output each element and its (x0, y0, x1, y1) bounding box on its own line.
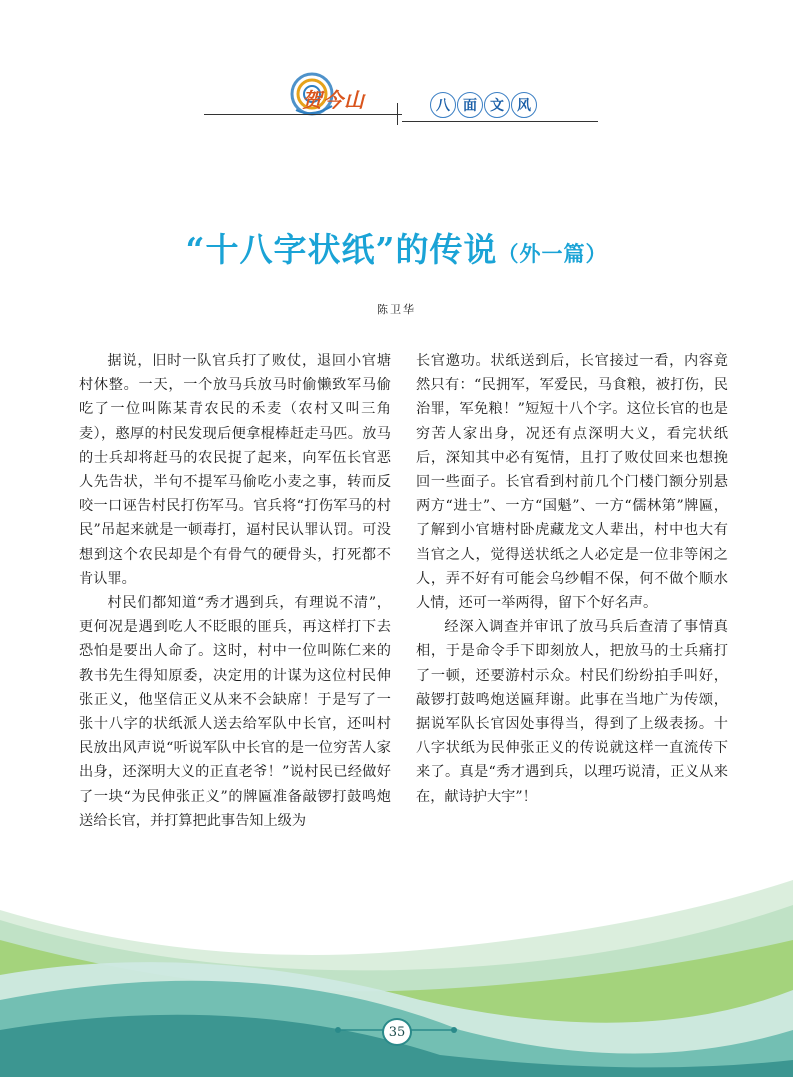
page-header (0, 0, 793, 140)
section-name (430, 92, 537, 118)
section-char-2: 面 (457, 92, 483, 118)
header-rule-right (402, 121, 598, 122)
text-column-left (79, 349, 391, 833)
section-char-4: 风 (511, 92, 537, 118)
section-char-1: 八 (430, 92, 456, 118)
article-title-block (0, 224, 793, 271)
article-title (186, 224, 608, 271)
article-title-main: “十八字状纸”的传说 (185, 230, 498, 269)
article-author: 陈卫华 (377, 303, 416, 316)
magazine-logo (288, 62, 378, 122)
text-column-right (416, 349, 728, 809)
logo-text: 贺今山 (302, 88, 365, 112)
article-subtitle: （外一篇） (497, 241, 608, 266)
header-cross-mark (397, 103, 398, 125)
paragraph: 经深入调查并审讯了放马兵后查清了事情真相，于是命令手下即刻放人，把放马的士兵痛打了一顿，还要游村示众。村民们纷纷拍手叫好，敲锣打鼓鸣炮送匾拜谢。此事在当地广为传颂，据说军队长官因处事得当，得到了上级表扬。十八字状纸为民伸张正义的传说就这样一直流传下来了。真是“秀才遇到兵，以理巧说清，正义从来在，献诗护大宇”！ (416, 619, 728, 805)
page-number: 35 (382, 1018, 412, 1046)
section-char-3: 文 (484, 92, 510, 118)
paragraph: 据说，旧时一队官兵打了败仗，退回小官塘村休整。一天，一个放马兵放马时偷懒致军马偷吃了一位叫陈某青农民的禾麦（农村又叫三角麦），憨厚的村民发现后便拿棍棒赶走马匹。放马的士兵却将赶马的农民捉了起来，向军伍长官恶人先告状，半句不提军马偷吃小麦之事，转而反咬一口诬告村民打伤军马。官兵将“打伤军马的村民”吊起来就是一顿毒打，逼村民认罪认罚。可没想到这个农民却是个有骨气的硬骨头，打死都不肯认罪。 (79, 353, 391, 587)
paragraph: 村民们都知道“秀才遇到兵，有理说不清”，更何况是遇到吃人不眨眼的匪兵，再这样打下去恐怕是要出人命了。这时，村中一位叫陈仁来的教书先生得知原委，决定用的计谋为这位村民伸张正义，他坚信正义从来不会缺席！于是写了一张十八字的状纸派人送去给军队中长官，还叫村民放出风声说“听说军队中长官的是一位穷苦人家出身，还深明大义的正直老爷！”说村民已经做好了一块“为民伸张正义”的牌匾准备敲锣打鼓鸣炮送给长官，并打算把此事告知上级为 (79, 595, 391, 829)
paragraph-continued: 长官邀功。状纸送到后，长官接过一看，内容竟然只有：“民拥军，军爱民，马食粮，被打伤，民治罪，军免粮！”短短十八个字。这位长官的也是穷苦人家出身，况还有点深明大义，看完状纸后，深知其中必有冤情，且打了败仗回来也想挽回一些面子。长官看到村前几个门楼门额分别悬两方“进士”、一方“国魁”、一方“儒林第”牌匾，了解到小官塘村卧虎藏龙文人辈出，村中也大有当官之人，觉得送状纸之人必定是一位非等闲之人，弄不好有可能会乌纱帽不保，何不做个顺水人情，还可一举两得，留下个好名声。 (416, 353, 728, 612)
page-number-wrap (330, 1018, 466, 1048)
header-rule-left (204, 114, 402, 115)
